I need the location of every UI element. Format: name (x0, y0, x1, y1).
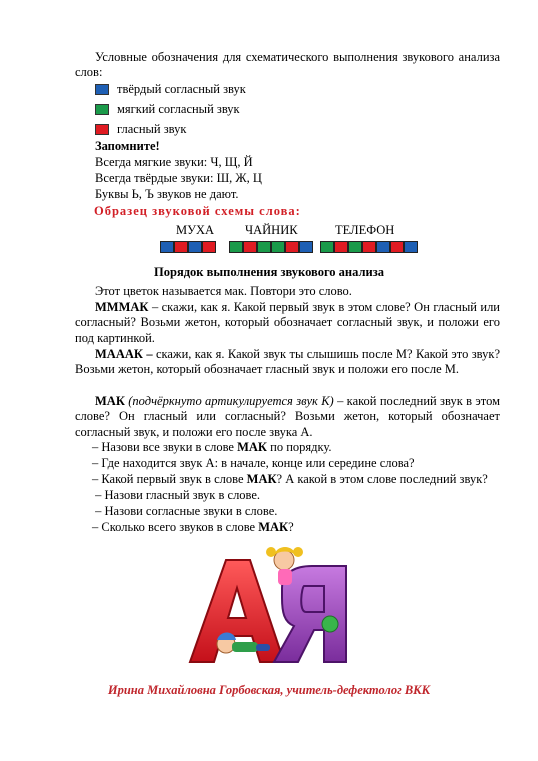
remember-title: Запомните! (95, 139, 160, 153)
legend-intro: Условные обозначения для схематического выполнения звукового анализа слов: (75, 50, 500, 80)
paragraph: МАК (подчёркнуто артикулируется звук К) – какой последний звук в этом слове? Он гласный или согласный? Возьми жетон, который обозначает согласный звук, и положи его после звука А. (75, 394, 500, 439)
schema-cell-red (390, 241, 404, 253)
remember-line: Всегда твёрдые звуки: Ш, Ж, Ц (95, 171, 262, 185)
schema-cell-red (202, 241, 216, 253)
schema-cells-muha (160, 241, 216, 253)
schema-cell-green (320, 241, 334, 253)
schema-cells-chaynik (229, 241, 313, 253)
remember-line: Буквы Ь, Ъ звуков не дают. (95, 187, 239, 201)
paragraph: Этот цветок называется мак. Повтори это слово. (95, 284, 352, 298)
schema-cell-blue (160, 241, 174, 253)
schema-cell-blue (188, 241, 202, 253)
author-signature: Ирина Михайловна Горбовская, учитель-дефектолог ВКК (107, 683, 431, 697)
legend-item-soft (95, 101, 240, 117)
schema-word: МУХА (176, 223, 215, 237)
blue-square-icon (95, 84, 109, 95)
schema-cell-blue (404, 241, 418, 253)
boy-body (232, 642, 258, 652)
question: – Сколько всего звуков в слове МАК? (92, 520, 294, 534)
schema-word: ЧАЙНИК (245, 223, 298, 237)
girl-dress (278, 569, 292, 585)
legend-item-hard (95, 81, 246, 97)
schema-cell-red (174, 241, 188, 253)
schema-cell-red (362, 241, 376, 253)
schema-cell-green (257, 241, 271, 253)
schema-word: ТЕЛЕФОН (335, 223, 395, 237)
schema-cell-blue (299, 241, 313, 253)
schema-cell-blue (376, 241, 390, 253)
schema-cell-red (285, 241, 299, 253)
paragraph: МММАК – скажи, как я. Какой первый звук в этом слове? Он гласный или согласный? Возьми жетон, который обозначает согласный звук, и положи его под картинкой. (75, 300, 500, 345)
remember-line: Всегда мягкие звуки: Ч, Щ, Й (95, 155, 253, 169)
green-square-icon (95, 104, 109, 115)
schema-cell-red (334, 241, 348, 253)
section-title: Порядок выполнения звукового анализа (154, 265, 384, 279)
question: – Назови гласный звук в слове. (92, 488, 261, 502)
question: – Где находится звук А: в начале, конце или середине слова? (92, 456, 415, 470)
schema-heading: Образец звуковой схемы слова: (94, 204, 301, 218)
legend-label: мягкий согласный звук (117, 101, 240, 116)
paragraph: МАААК – скажи, как я. Какой звук ты слышишь после М? Какой это звук? Возьми жетон, который обозначает гласный звук и положи его после М. (75, 347, 500, 377)
legend-item-vowel (95, 121, 186, 137)
red-square-icon (95, 124, 109, 135)
question: – Назови согласные звуки в слове. (92, 504, 278, 518)
schema-cell-green (229, 241, 243, 253)
schema-cell-green (348, 241, 362, 253)
legend-label: гласный звук (117, 121, 187, 136)
question: – Какой первый звук в слове МАК? А какой в этом слове последний звук? (92, 472, 488, 486)
schema-cells-telefon (320, 241, 418, 253)
question: – Назови все звуки в слове МАК по порядку. (92, 440, 332, 454)
schema-cell-red (243, 241, 257, 253)
legend-label: твёрдый согласный звук (117, 81, 246, 96)
schema-cell-green (271, 241, 285, 253)
letters-illustration (178, 532, 358, 672)
